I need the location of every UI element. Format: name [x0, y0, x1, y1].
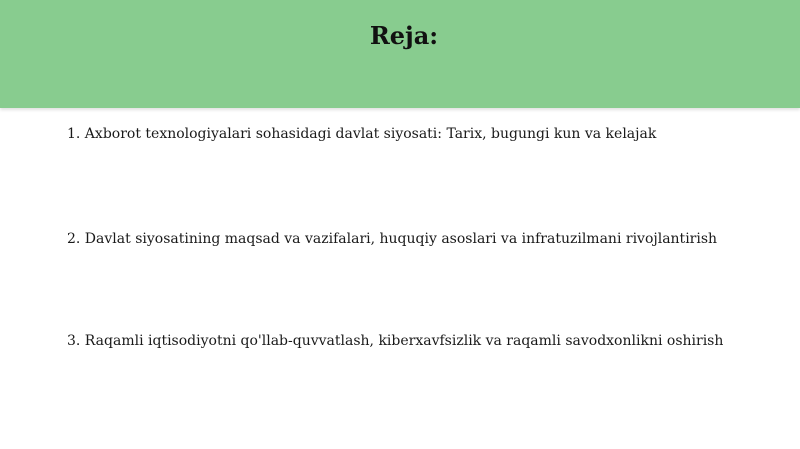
plan-item-2: 2. Davlat siyosatining maqsad va vazifalari, huquqiy asoslari va infratuzilmani rivojlantirish: [67, 231, 718, 247]
plan-item-1: 1. Axborot texnologiyalari sohasidagi davlat siyosati: Tarix, bugungi kun va kelajak: [67, 126, 657, 142]
slide-title: Reja:: [369, 21, 439, 50]
title-banner: [0, 0, 800, 108]
plan-item-3: 3. Raqamli iqtisodiyotni qo'llab-quvvatlash, kiberxavfsizlik va raqamli savodxonlikni oshirish: [67, 333, 724, 349]
